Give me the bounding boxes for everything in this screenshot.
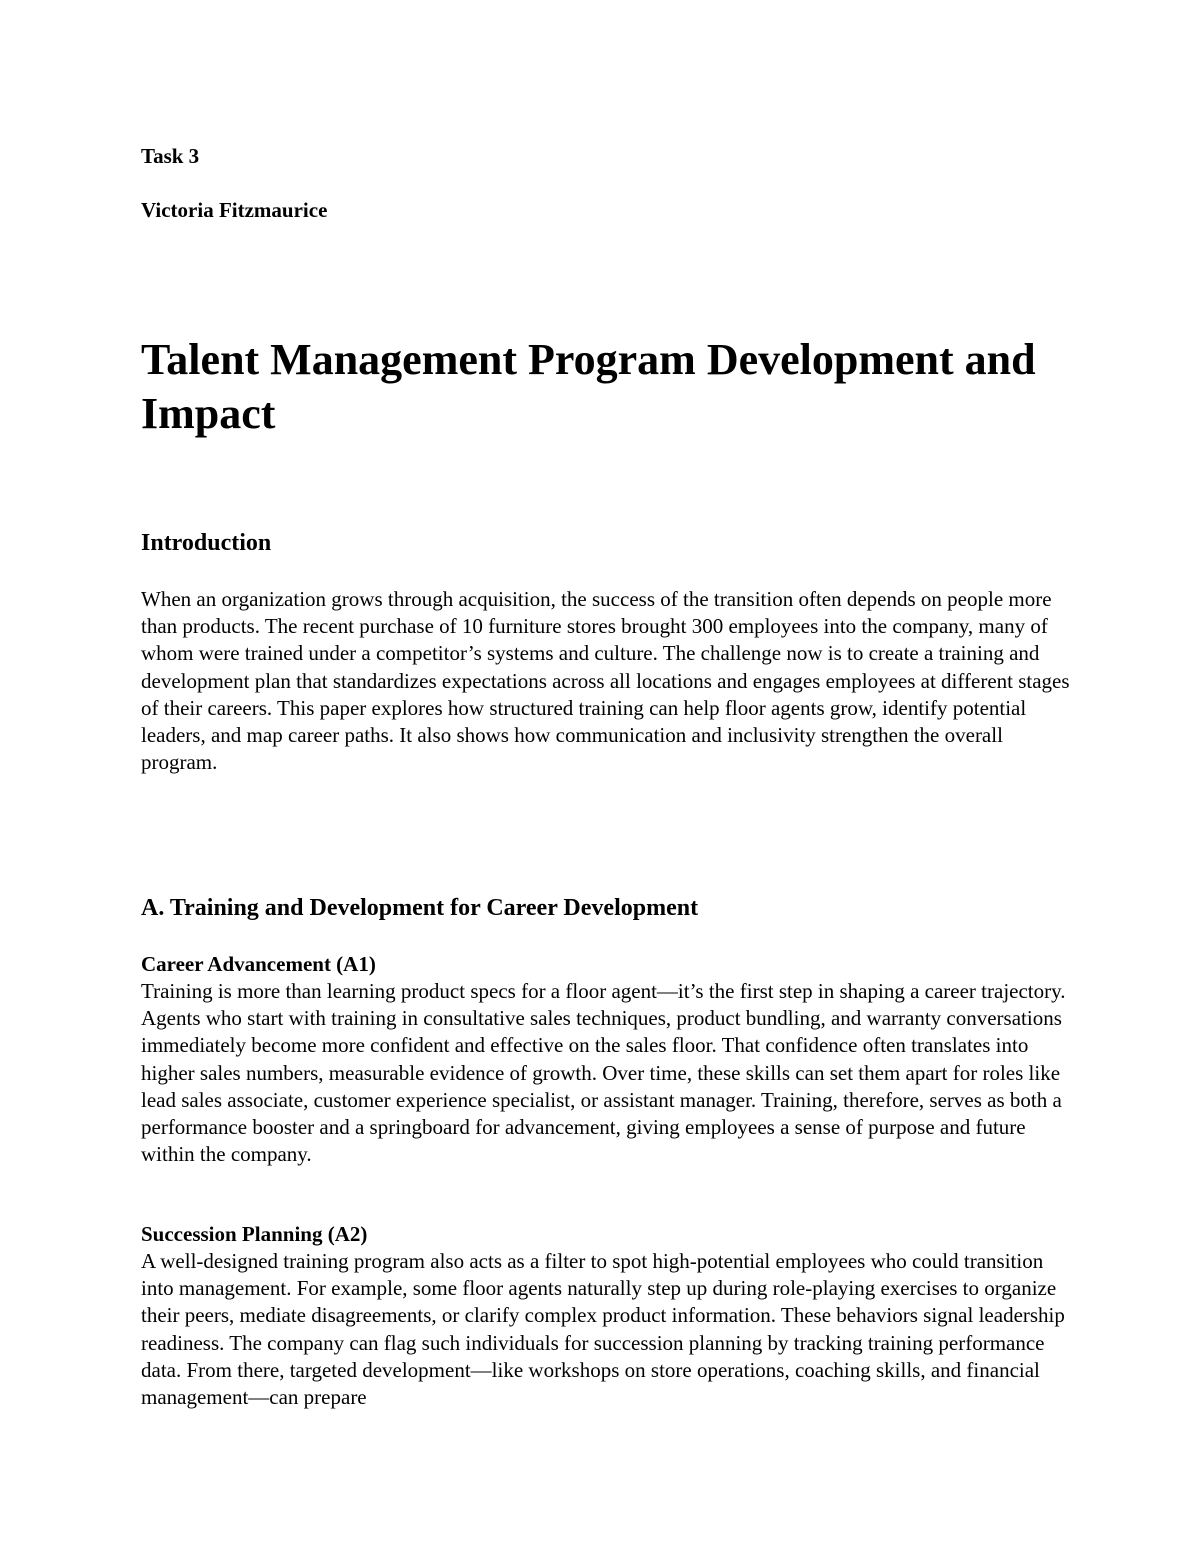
succession-planning-heading: Succession Planning (A2) [141,1222,368,1246]
section-a-heading: A. Training and Development for Career Development [141,895,699,921]
introduction-heading: Introduction [141,530,272,556]
career-advancement-heading: Career Advancement (A1) [141,952,376,976]
document-title: Talent Management Program Development and Impact [141,335,1036,438]
author-name: Victoria Fitzmaurice [141,198,328,222]
career-advancement-paragraph: Training is more than learning product specs for a floor agent—it’s the first step in shaping a career trajectory. Agents who start with training in consultative sales techniques, product bundling, and warranty conversations immediately become more confident and effective on the sales floor. That confidence often translates into higher sales numbers, measurable evidence of growth. Over time, these skills can set them apart for roles like lead sales associate, customer experience specialist, or assistant manager. Training, therefore, serves as both a performance booster and a springboard for advancement, giving employees a sense of purpose and future within the company. [141,979,1066,1167]
succession-planning-paragraph: A well-designed training program also acts as a filter to spot high-potential employees who could transition into management. For example, some floor agents naturally step up during role-playing exercises to organize their peers, mediate disagreements, or clarify complex product information. These behaviors signal leadership readiness. The company can flag such individuals for succession planning by tracking training performance data. From there, targeted development—like workshops on store operations, coaching skills, and financial management—can prepare [141,1249,1065,1410]
introduction-paragraph: When an organization grows through acquisition, the success of the transition often depends on people more than products. The recent purchase of 10 furniture stores brought 300 employees into the company, many of whom were trained under a competitor’s systems and culture. The challenge now is to create a training and development plan that standardizes expectations across all locations and engages employees at different stages of their careers. This paper explores how structured training can help floor agents grow, identify potential leaders, and map career paths. It also shows how communication and inclusivity strengthen the overall program. [141,587,1070,775]
task-label: Task 3 [141,144,200,168]
